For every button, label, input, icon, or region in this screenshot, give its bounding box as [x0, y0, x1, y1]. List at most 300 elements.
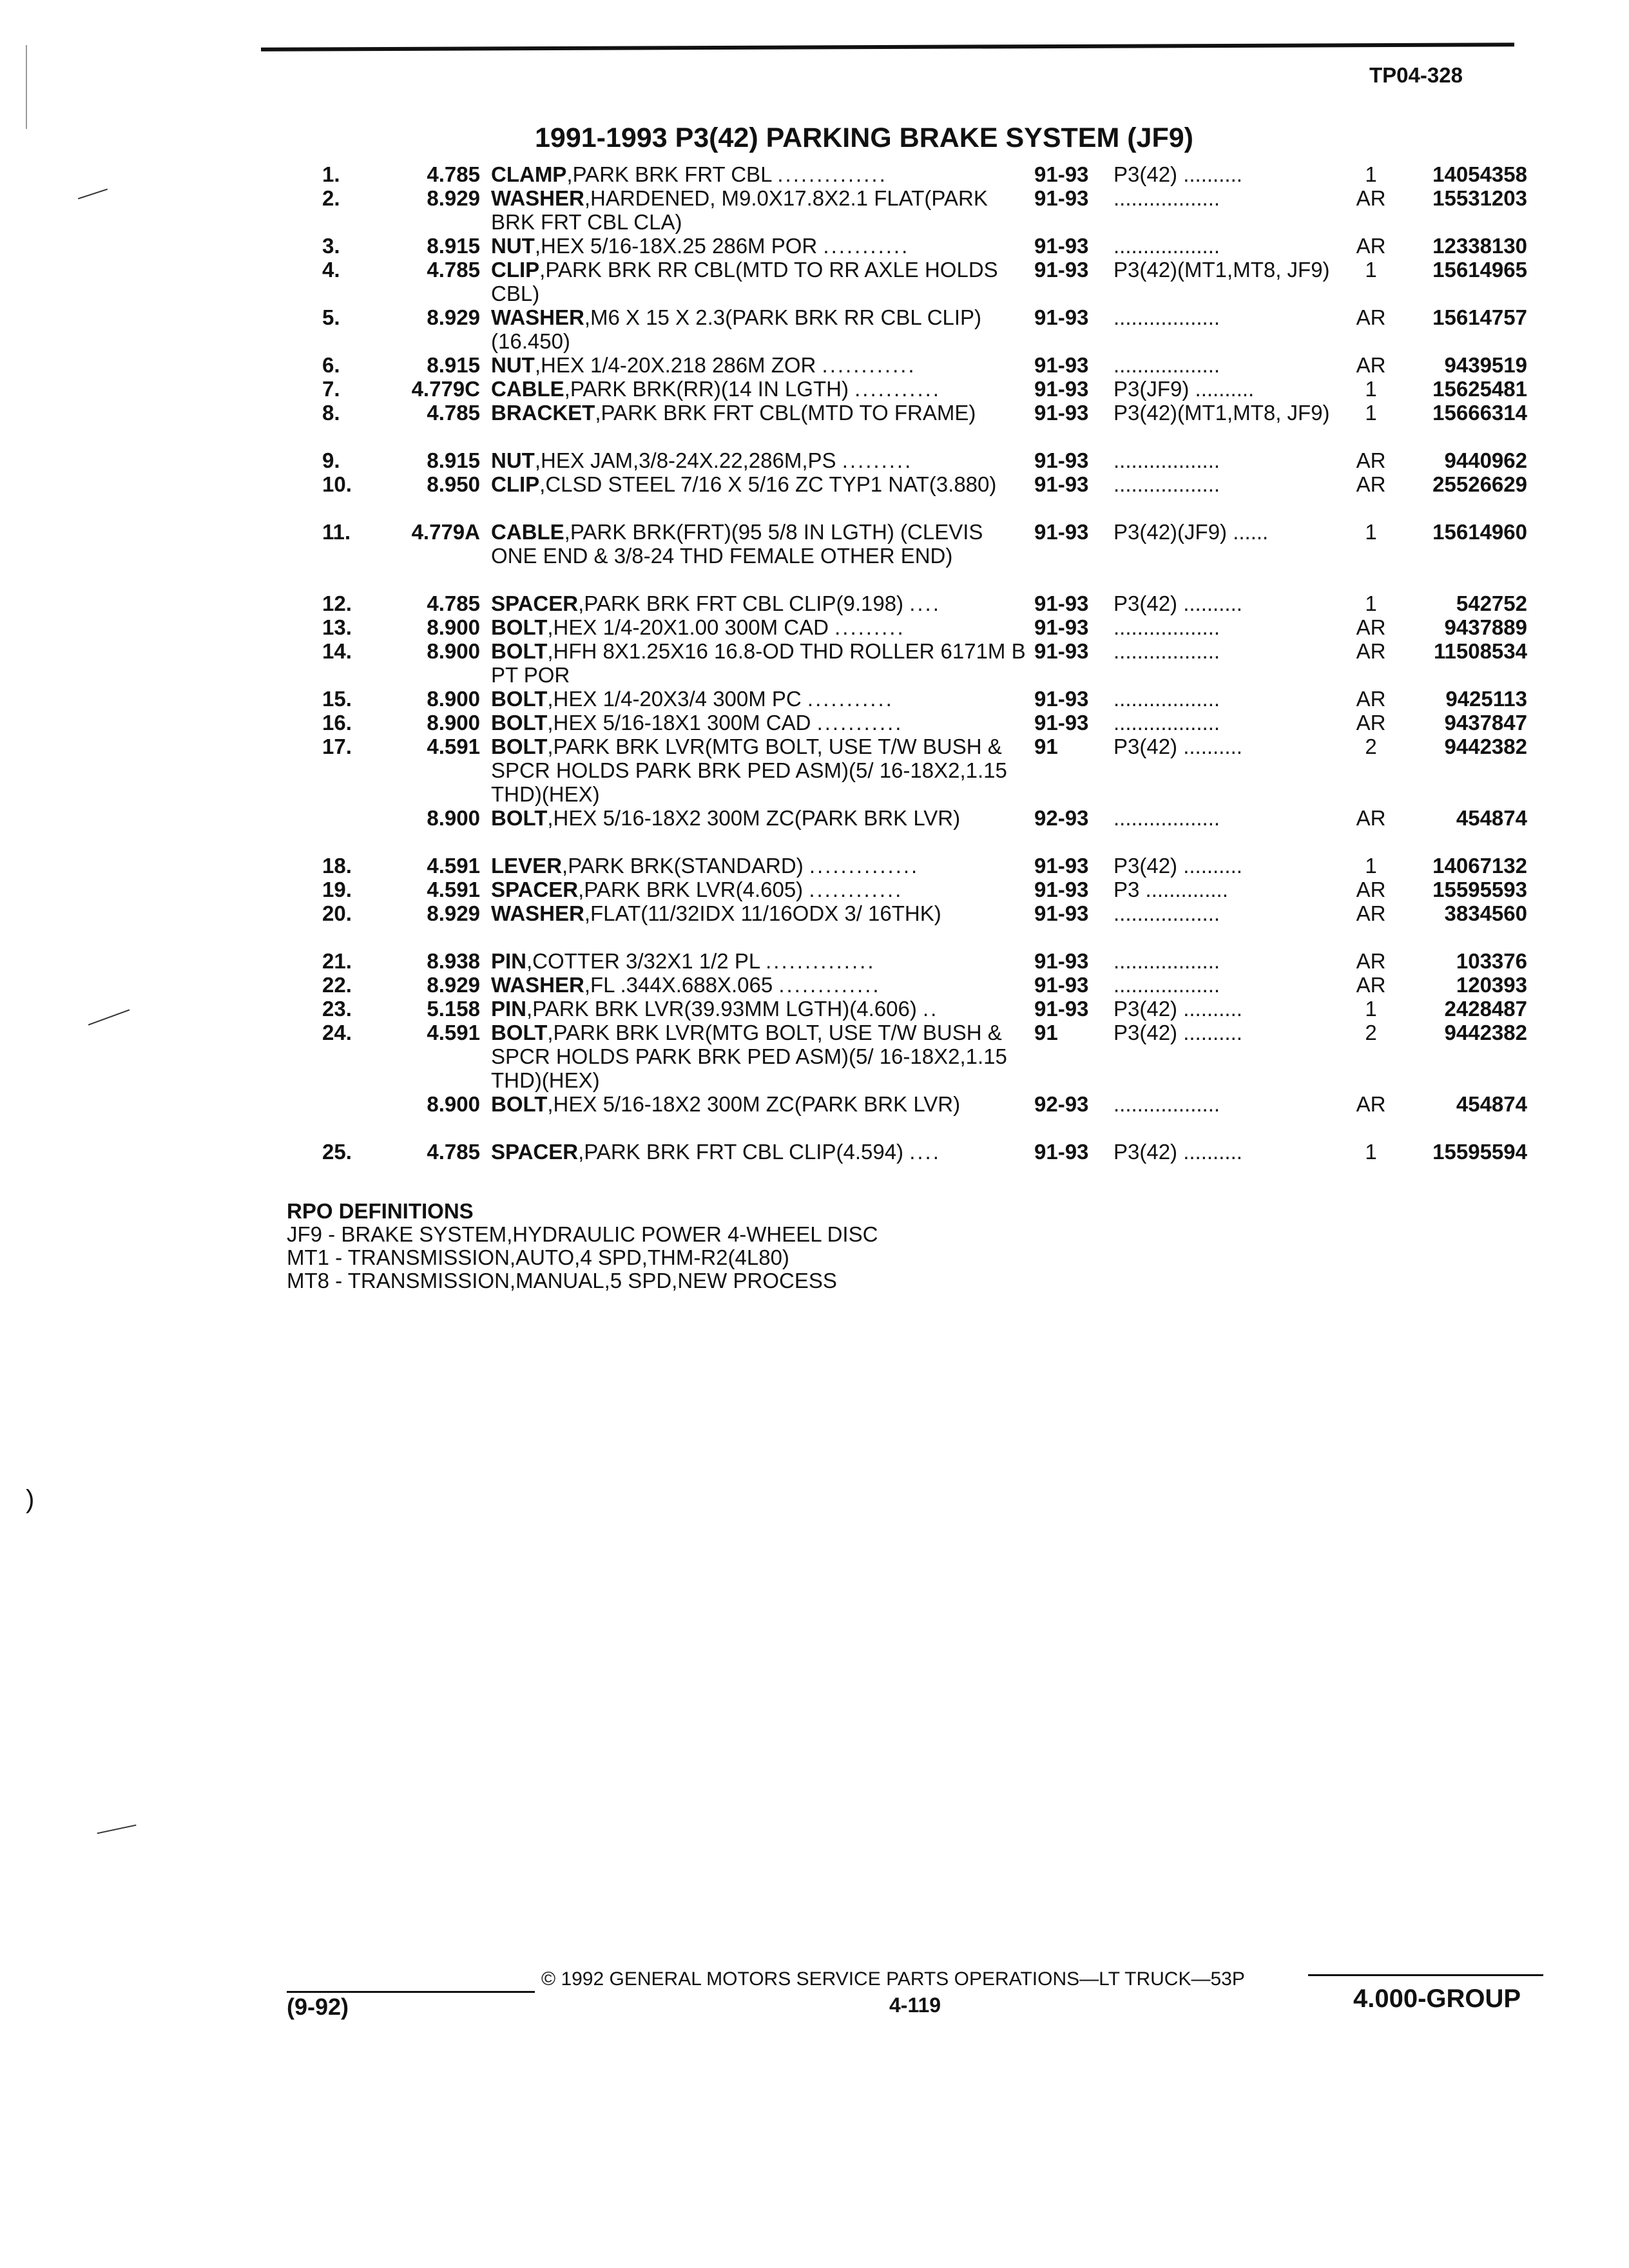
part-row: [0, 901, 1629, 949]
part-description: [491, 448, 1026, 472]
part-description: [491, 949, 1026, 973]
model-years: 91: [1034, 735, 1058, 758]
part-detail: ,FL .344X.688X.065: [584, 973, 773, 997]
part-row: [0, 234, 1629, 258]
part-number: 25526629: [1432, 472, 1527, 496]
part-description: [491, 258, 1026, 305]
model-code: ..................: [1113, 615, 1220, 639]
part-number: 14054358: [1432, 162, 1527, 186]
part-row: [0, 186, 1629, 234]
rpo-def: MT1 - TRANSMISSION,AUTO,4 SPD,THM-R2(4L80): [287, 1245, 789, 1269]
quantity: 1: [1365, 377, 1377, 401]
part-row: [0, 1092, 1629, 1140]
rpo-def: JF9 - BRAKE SYSTEM,HYDRAULIC POWER 4-WHEEL DISC: [287, 1222, 878, 1246]
part-detail: ,HEX 1/4-20X3/4 300M PC: [547, 687, 802, 711]
part-description: [491, 711, 1026, 735]
part-number: 454874: [1456, 806, 1527, 830]
model-years: 91-93: [1034, 973, 1089, 997]
part-row: [0, 949, 1629, 973]
group-number: 4.591: [427, 1021, 480, 1044]
model-years: 91-93: [1034, 949, 1089, 973]
quantity: AR: [1356, 1092, 1386, 1116]
part-row: [0, 1021, 1629, 1092]
part-number: 9437847: [1444, 711, 1527, 735]
part-number: 9442382: [1444, 735, 1527, 758]
part-number: 15595593: [1432, 878, 1527, 901]
model-code: P3(42)(MT1,MT8, JF9): [1113, 258, 1330, 282]
group-number: 8.900: [427, 687, 480, 711]
part-row: [0, 973, 1629, 997]
item-number: 8.: [322, 401, 340, 425]
item-number: 6.: [322, 353, 340, 377]
part-row: [0, 401, 1629, 448]
part-name: BRACKET: [491, 401, 595, 425]
item-number: 4.: [322, 258, 340, 282]
model-years: 91-93: [1034, 591, 1089, 615]
leader-dots: ..............: [766, 949, 876, 973]
leader-dots: ...........: [816, 711, 903, 735]
leader-dots: ...........: [807, 687, 894, 711]
model-years: 91-93: [1034, 639, 1089, 663]
model-code: P3(42) ..........: [1113, 854, 1242, 878]
quantity: AR: [1356, 639, 1386, 663]
part-detail: ,PARK BRK LVR(39.93MM LGTH)(4.606): [526, 997, 917, 1021]
item-number: 5.: [322, 305, 340, 329]
part-description: [491, 520, 1026, 568]
quantity: AR: [1356, 234, 1386, 258]
model-years: 91-93: [1034, 854, 1089, 878]
page-id: TP04-328: [1369, 63, 1463, 87]
model-years: 91-93: [1034, 687, 1089, 711]
footer-rule-left: [287, 1991, 535, 1993]
part-description: [491, 901, 1026, 925]
part-name: BOLT: [491, 615, 548, 639]
part-detail: ,PARK BRK(STANDARD): [562, 854, 804, 878]
item-number: 12.: [322, 591, 352, 615]
model-years: 91-93: [1034, 997, 1089, 1021]
part-detail: ,M6 X 15 X 2.3(PARK BRK RR CBL CLIP)(16.450): [491, 305, 982, 353]
quantity: AR: [1356, 806, 1386, 830]
model-code: ..................: [1113, 472, 1220, 496]
model-code: ..................: [1113, 687, 1220, 711]
model-years: 91: [1034, 1021, 1058, 1044]
model-years: 91-93: [1034, 615, 1089, 639]
model-code: P3(42) ..........: [1113, 591, 1242, 615]
model-code: ..................: [1113, 234, 1220, 258]
part-number: 103376: [1456, 949, 1527, 973]
leader-dots: ....: [909, 1140, 941, 1164]
model-years: 91-93: [1034, 1140, 1089, 1164]
group-number: 4.779C: [411, 377, 480, 401]
part-name: BOLT: [491, 711, 548, 735]
part-name: CLAMP: [491, 162, 567, 186]
group-number: 8.900: [427, 711, 480, 735]
part-description: [491, 615, 1026, 639]
item-number: 22.: [322, 973, 352, 997]
part-number: 3834560: [1444, 901, 1527, 925]
group-number: 4.785: [427, 401, 480, 425]
part-number: 454874: [1456, 1092, 1527, 1116]
rpo-heading: RPO DEFINITIONS: [287, 1199, 474, 1223]
model-years: 91-93: [1034, 878, 1089, 901]
quantity: AR: [1356, 472, 1386, 496]
quantity: 2: [1365, 735, 1377, 758]
part-row: [0, 687, 1629, 711]
part-name: SPACER: [491, 591, 579, 615]
scan-mark: [26, 45, 27, 129]
part-number: 15614965: [1432, 258, 1527, 282]
group-number: 4.785: [427, 258, 480, 282]
page-title: 1991-1993 P3(42) PARKING BRAKE SYSTEM (JF9): [535, 122, 1193, 153]
quantity: 1: [1365, 591, 1377, 615]
model-code: ..................: [1113, 949, 1220, 973]
part-name: NUT: [491, 353, 535, 377]
model-years: 91-93: [1034, 472, 1089, 496]
item-number: 9.: [322, 448, 340, 472]
quantity: AR: [1356, 973, 1386, 997]
part-detail: ,CLSD STEEL 7/16 X 5/16 ZC TYP1 NAT(3.880): [539, 472, 997, 496]
footer-copyright: © 1992 GENERAL MOTORS SERVICE PARTS OPERATIONS—LT TRUCK—53P: [541, 1968, 1245, 1990]
group-number: 5.158: [427, 997, 480, 1021]
item-number: 14.: [322, 639, 352, 663]
part-description: [491, 472, 1026, 496]
model-years: 91-93: [1034, 401, 1089, 425]
group-number: 4.591: [427, 854, 480, 878]
model-code: ..................: [1113, 901, 1220, 925]
group-number: 8.915: [427, 448, 480, 472]
leader-dots: ....: [909, 591, 941, 615]
part-name: SPACER: [491, 878, 579, 901]
part-row: [0, 472, 1629, 520]
model-code: ..................: [1113, 1092, 1220, 1116]
part-number: 15614757: [1432, 305, 1527, 329]
part-row: [0, 806, 1629, 854]
part-name: BOLT: [491, 806, 548, 830]
quantity: AR: [1356, 186, 1386, 210]
footer-group: 4.000-GROUP: [1353, 1984, 1521, 2013]
leader-dots: ...........: [823, 234, 910, 258]
model-code: P3(JF9) ..........: [1113, 377, 1255, 401]
leader-dots: .........: [842, 448, 913, 472]
group-number: 8.915: [427, 353, 480, 377]
part-number: 542752: [1456, 591, 1527, 615]
model-code: ..................: [1113, 639, 1220, 663]
footer-page-number: 4-119: [889, 1994, 941, 2017]
part-number: 9440962: [1444, 448, 1527, 472]
quantity: 1: [1365, 854, 1377, 878]
model-years: 91-93: [1034, 901, 1089, 925]
part-name: WASHER: [491, 305, 584, 329]
quantity: 1: [1365, 258, 1377, 282]
item-number: 11.: [322, 520, 351, 544]
part-name: WASHER: [491, 901, 584, 925]
part-detail: ,HEX 5/16-18X2 300M ZC(PARK BRK LVR): [547, 806, 961, 830]
model-code: P3(42) ..........: [1113, 735, 1242, 758]
group-number: 8.915: [427, 234, 480, 258]
part-number: 15595594: [1432, 1140, 1527, 1164]
part-name: CLIP: [491, 472, 540, 496]
part-row: [0, 1140, 1629, 1164]
part-row: [0, 520, 1629, 591]
part-row: [0, 353, 1629, 377]
part-number: 15625481: [1432, 377, 1527, 401]
model-code: P3 ..............: [1113, 878, 1228, 901]
part-description: [491, 186, 1026, 234]
part-row: [0, 639, 1629, 687]
quantity: 1: [1365, 162, 1377, 186]
quantity: AR: [1356, 901, 1386, 925]
quantity: AR: [1356, 949, 1386, 973]
group-number: 8.929: [427, 305, 480, 329]
item-number: 20.: [322, 901, 352, 925]
model-years: 91-93: [1034, 234, 1089, 258]
part-description: [491, 997, 1026, 1021]
leader-dots: ...........: [854, 377, 941, 401]
part-description: [491, 1092, 1026, 1116]
part-description: [491, 806, 1026, 830]
part-detail: ,HEX 1/4-20X.218 286M ZOR: [534, 353, 816, 377]
part-name: LEVER: [491, 854, 563, 878]
part-detail: ,PARK BRK LVR(MTG BOLT, USE T/W BUSH & SPCR HOLDS PARK BRK PED ASM)(5/ 16-18X2,1.15 THD)(HEX): [491, 1021, 1007, 1092]
part-name: CABLE: [491, 377, 564, 401]
part-description: [491, 687, 1026, 711]
part-number: 9442382: [1444, 1021, 1527, 1044]
model-code: ..................: [1113, 305, 1220, 329]
model-years: 91-93: [1034, 162, 1089, 186]
footer-date: (9-92): [287, 1994, 349, 2020]
model-years: 91-93: [1034, 520, 1089, 544]
part-number: 9439519: [1444, 353, 1527, 377]
part-name: NUT: [491, 448, 535, 472]
group-number: 8.950: [427, 472, 480, 496]
quantity: AR: [1356, 711, 1386, 735]
part-row: [0, 258, 1629, 305]
model-years: 91-93: [1034, 186, 1089, 210]
part-number: 9425113: [1445, 687, 1527, 711]
group-number: 8.929: [427, 186, 480, 210]
model-years: 91-93: [1034, 711, 1089, 735]
part-row: [0, 305, 1629, 353]
scan-mark: [97, 1825, 136, 1834]
model-years: 91-93: [1034, 377, 1089, 401]
part-detail: ,PARK BRK FRT CBL(MTD TO FRAME): [595, 401, 976, 425]
part-description: [491, 854, 1026, 878]
quantity: 1: [1365, 997, 1377, 1021]
model-code: P3(42) ..........: [1113, 162, 1242, 186]
model-years: 91-93: [1034, 258, 1089, 282]
model-code: ..................: [1113, 806, 1220, 830]
part-name: BOLT: [491, 687, 548, 711]
part-detail: ,FLAT(11/32IDX 11/16ODX 3/ 16THK): [584, 901, 941, 925]
item-number: 24.: [322, 1021, 352, 1044]
model-code: ..................: [1113, 973, 1220, 997]
part-detail: ,HEX 1/4-20X1.00 300M CAD: [547, 615, 829, 639]
header-rule: [261, 43, 1514, 51]
leader-dots: .........: [834, 615, 905, 639]
part-detail: ,PARK BRK RR CBL(MTD TO RR AXLE HOLDS CBL): [491, 258, 998, 305]
part-number: 15614960: [1432, 520, 1527, 544]
model-years: 91-93: [1034, 353, 1089, 377]
group-number: 8.900: [427, 639, 480, 663]
part-description: [491, 162, 1026, 186]
part-name: BOLT: [491, 1021, 548, 1044]
part-row: [0, 615, 1629, 639]
part-detail: ,HEX 5/16-18X2 300M ZC(PARK BRK LVR): [547, 1092, 961, 1116]
item-number: 7.: [322, 377, 340, 401]
quantity: 2: [1365, 1021, 1377, 1044]
leader-dots: ............: [822, 353, 916, 377]
part-detail: ,HEX JAM,3/8-24X.22,286M,PS: [534, 448, 836, 472]
part-detail: ,HFH 8X1.25X16 16.8-OD THD ROLLER 6171M B PT POR: [491, 639, 1026, 687]
item-number: 2.: [322, 186, 340, 210]
item-number: 16.: [322, 711, 352, 735]
leader-dots: ............: [809, 878, 903, 901]
quantity: AR: [1356, 878, 1386, 901]
part-description: [491, 735, 1026, 806]
model-years: 91-93: [1034, 448, 1089, 472]
footer-rule-right: [1308, 1974, 1543, 1976]
item-number: 15.: [322, 687, 352, 711]
quantity: 1: [1365, 520, 1377, 544]
group-number: 4.785: [427, 591, 480, 615]
part-number: 11508534: [1433, 639, 1527, 663]
part-description: [491, 234, 1026, 258]
part-row: [0, 591, 1629, 615]
parts-list: [0, 162, 1629, 1164]
part-detail: ,COTTER 3/32X1 1/2 PL: [526, 949, 760, 973]
part-detail: ,PARK BRK LVR(MTG BOLT, USE T/W BUSH & SPCR HOLDS PARK BRK PED ASM)(5/ 16-18X2,1.15 THD)(HEX): [491, 735, 1007, 806]
group-number: 4.591: [427, 878, 480, 901]
item-number: 18.: [322, 854, 352, 878]
item-number: 25.: [322, 1140, 352, 1164]
model-code: P3(42)(JF9) ......: [1113, 520, 1269, 544]
group-number: 4.785: [427, 1140, 480, 1164]
part-number: 15666314: [1432, 401, 1527, 425]
quantity: 1: [1365, 401, 1377, 425]
part-number: 15531203: [1432, 186, 1527, 210]
item-number: 21.: [322, 949, 352, 973]
model-years: 92-93: [1034, 1092, 1089, 1116]
quantity: AR: [1356, 353, 1386, 377]
quantity: AR: [1356, 305, 1386, 329]
part-detail: ,PARK BRK(FRT)(95 5/8 IN LGTH) (CLEVIS ONE END & 3/8-24 THD FEMALE OTHER END): [491, 520, 983, 568]
rpo-def: MT8 - TRANSMISSION,MANUAL,5 SPD,NEW PROCESS: [287, 1269, 837, 1293]
model-code: ..................: [1113, 711, 1220, 735]
group-number: 4.785: [427, 162, 480, 186]
model-years: 92-93: [1034, 806, 1089, 830]
leader-dots: .............: [778, 973, 881, 997]
group-number: 8.900: [427, 1092, 480, 1116]
model-code: ..................: [1113, 353, 1220, 377]
leader-dots: ..............: [777, 162, 887, 186]
part-detail: ,PARK BRK LVR(4.605): [578, 878, 804, 901]
group-number: 8.929: [427, 973, 480, 997]
part-number: 2428487: [1444, 997, 1527, 1021]
item-number: 19.: [322, 878, 352, 901]
part-name: CABLE: [491, 520, 564, 544]
part-row: [0, 711, 1629, 735]
group-number: 8.900: [427, 806, 480, 830]
part-description: [491, 1140, 1026, 1164]
group-number: 4.591: [427, 735, 480, 758]
quantity: AR: [1356, 615, 1386, 639]
part-description: [491, 878, 1026, 901]
margin-mark: ): [26, 1485, 35, 1514]
part-number: 120393: [1456, 973, 1527, 997]
part-name: NUT: [491, 234, 535, 258]
item-number: 1.: [322, 162, 340, 186]
leader-dots: ..............: [809, 854, 920, 878]
part-name: PIN: [491, 949, 527, 973]
part-row: [0, 878, 1629, 901]
item-number: 3.: [322, 234, 340, 258]
item-number: 17.: [322, 735, 352, 758]
part-row: [0, 854, 1629, 878]
part-name: SPACER: [491, 1140, 579, 1164]
model-code: P3(42)(MT1,MT8, JF9): [1113, 401, 1330, 425]
part-name: BOLT: [491, 1092, 548, 1116]
group-number: 8.929: [427, 901, 480, 925]
part-name: WASHER: [491, 186, 584, 210]
rpo-definitions: [287, 1200, 878, 1293]
part-number: 9437889: [1444, 615, 1527, 639]
quantity: 1: [1365, 1140, 1377, 1164]
part-description: [491, 305, 1026, 353]
part-row: [0, 377, 1629, 401]
item-number: 23.: [322, 997, 352, 1021]
part-detail: ,PARK BRK FRT CBL: [566, 162, 772, 186]
part-detail: ,HEX 5/16-18X1 300M CAD: [547, 711, 811, 735]
model-code: P3(42) ..........: [1113, 997, 1242, 1021]
part-name: BOLT: [491, 639, 548, 663]
part-description: [491, 377, 1026, 401]
part-description: [491, 1021, 1026, 1092]
model-code: ..................: [1113, 448, 1220, 472]
group-number: 8.900: [427, 615, 480, 639]
part-detail: ,HEX 5/16-18X.25 286M POR: [534, 234, 818, 258]
part-number: 14067132: [1432, 854, 1527, 878]
part-description: [491, 401, 1026, 425]
part-row: [0, 162, 1629, 186]
part-detail: ,PARK BRK(RR)(14 IN LGTH): [564, 377, 849, 401]
part-name: BOLT: [491, 735, 548, 758]
part-name: CLIP: [491, 258, 540, 282]
quantity: AR: [1356, 687, 1386, 711]
part-row: [0, 735, 1629, 806]
model-code: P3(42) ..........: [1113, 1021, 1242, 1044]
part-description: [491, 591, 1026, 615]
part-description: [491, 639, 1026, 687]
quantity: AR: [1356, 448, 1386, 472]
part-number: 12338130: [1432, 234, 1527, 258]
item-number: 13.: [322, 615, 352, 639]
group-number: 4.779A: [411, 520, 480, 544]
model-years: 91-93: [1034, 305, 1089, 329]
model-code: ..................: [1113, 186, 1220, 210]
part-row: [0, 997, 1629, 1021]
part-detail: ,PARK BRK FRT CBL CLIP(4.594): [578, 1140, 904, 1164]
part-name: WASHER: [491, 973, 584, 997]
part-detail: ,HARDENED, M9.0X17.8X2.1 FLAT(PARK BRK FRT CBL CLA): [491, 186, 988, 234]
part-name: PIN: [491, 997, 527, 1021]
part-description: [491, 973, 1026, 997]
part-row: [0, 448, 1629, 472]
leader-dots: ..: [922, 997, 939, 1021]
part-description: [491, 353, 1026, 377]
model-code: P3(42) ..........: [1113, 1140, 1242, 1164]
part-detail: ,PARK BRK FRT CBL CLIP(9.198): [578, 591, 904, 615]
group-number: 8.938: [427, 949, 480, 973]
